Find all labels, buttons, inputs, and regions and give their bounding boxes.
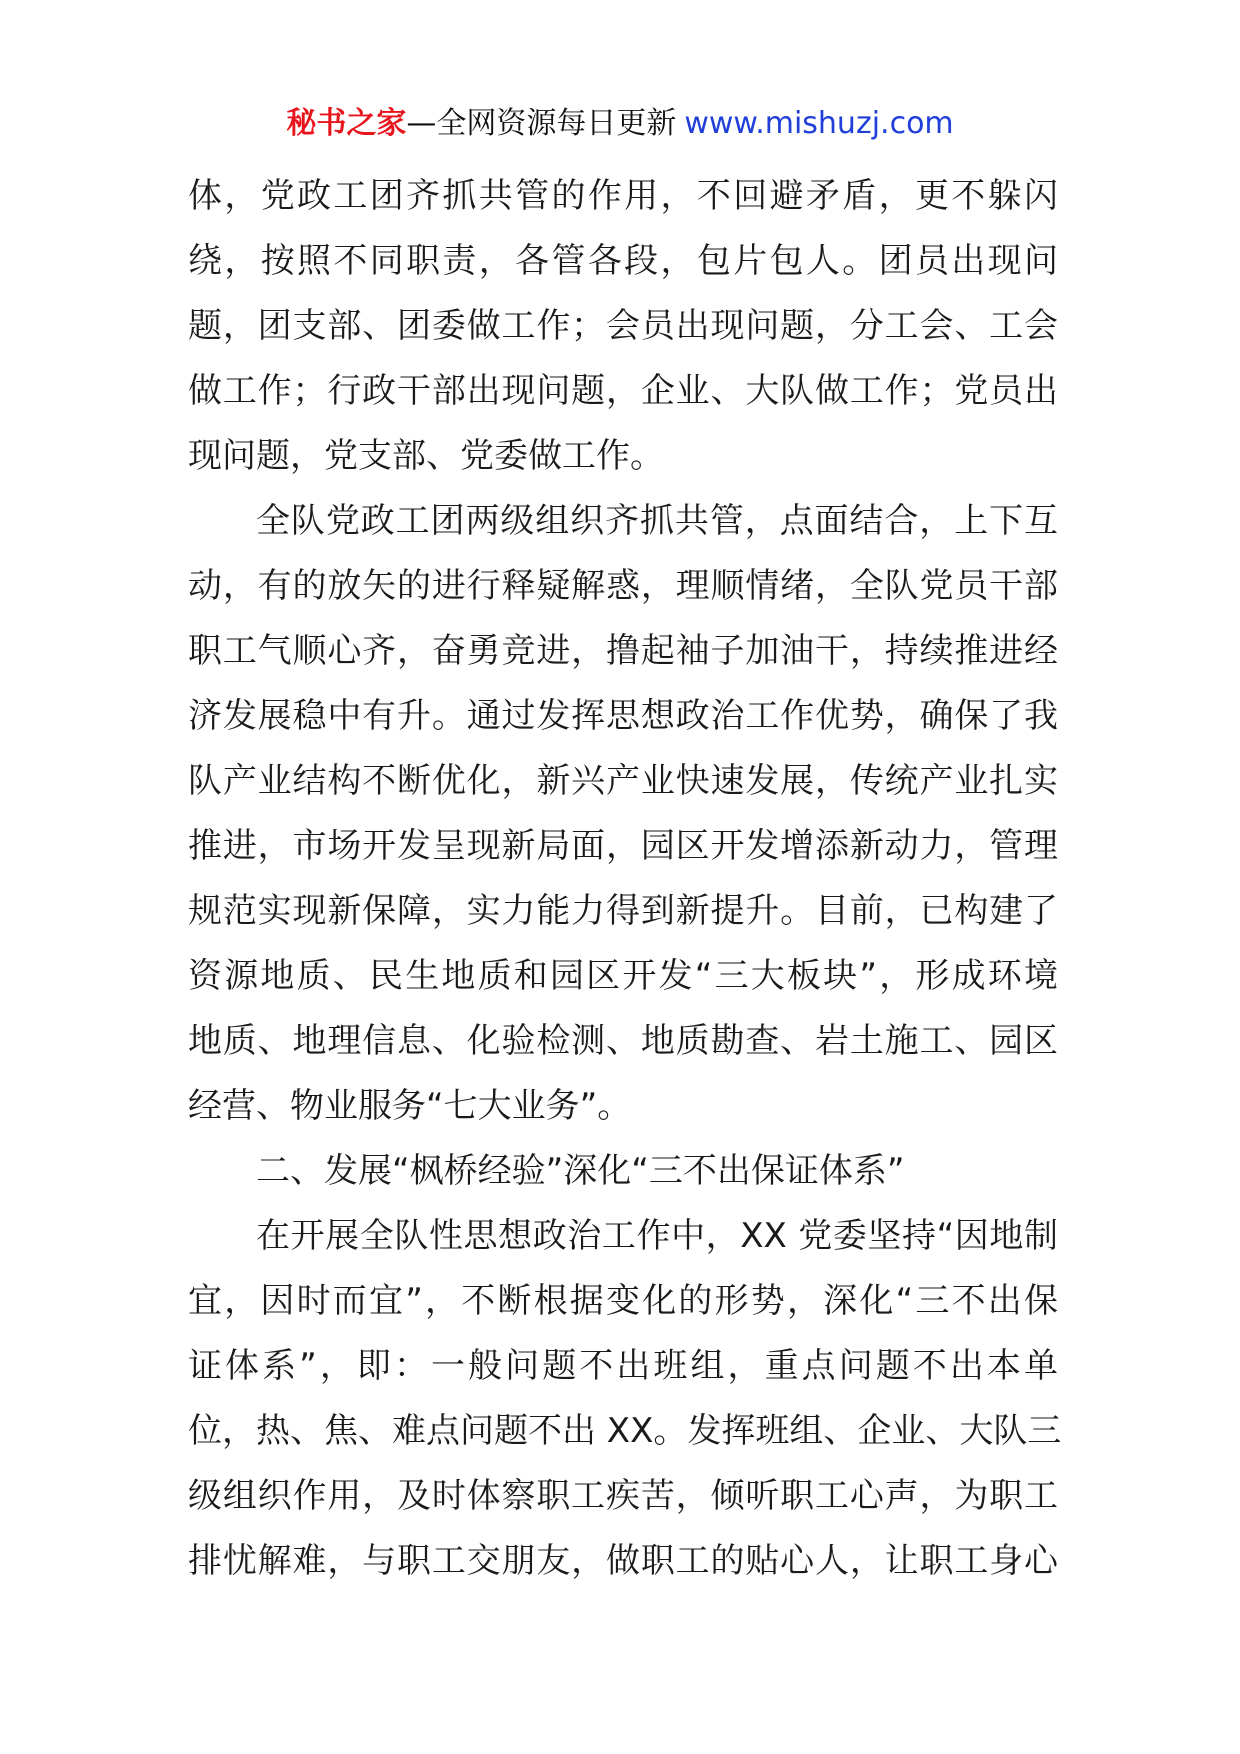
body-line: 职工气顺心齐，奋勇竞进，撸起袖子加油干，持续推进经: [188, 631, 1058, 671]
body-line: 在开展全队性思想政治工作中，XX 党委坚持“因地制: [256, 1216, 1058, 1256]
body-line: 宜，因时而宜”，不断根据变化的形势，深化“三不出保: [188, 1281, 1058, 1321]
body-line: 级组织作用，及时体察职工疾苦，倾听职工心声，为职工: [188, 1476, 1058, 1516]
body-line: 做工作；行政干部出现问题，企业、大队做工作；党员出: [188, 371, 1058, 411]
body-line: 证体系”，即：一般问题不出班组，重点问题不出本单: [188, 1346, 1058, 1386]
body-line: 经营、物业服务“七大业务”。: [188, 1086, 632, 1126]
document-header: [0, 100, 1240, 148]
body-line: 排忧解难，与职工交朋友，做职工的贴心人，让职工身心: [188, 1541, 1058, 1581]
body-line: 绕，按照不同职责，各管各段，包片包人。团员出现问: [188, 241, 1058, 281]
body-line: 现问题，党支部、党委做工作。: [188, 436, 664, 476]
body-line: 队产业结构不断优化，新兴产业快速发展，传统产业扎实: [188, 761, 1058, 801]
header-tagline: —全网资源每日更新: [406, 106, 677, 141]
body-line: 推进，市场开发呈现新局面，园区开发增添新动力，管理: [188, 826, 1058, 866]
body-line: 全队党政工团两级组织齐抓共管，点面结合，上下互: [256, 501, 1058, 541]
body-line: 济发展稳中有升。通过发挥思想政治工作优势，确保了我: [188, 696, 1058, 736]
header-brand: 秘书之家: [286, 106, 407, 141]
header-url[interactable]: www.mishuzj.com: [684, 106, 954, 141]
body-line: 题，团支部、团委做工作；会员出现问题，分工会、工会: [188, 306, 1058, 346]
body-line: 地质、地理信息、化验检测、地质勘查、岩土施工、园区: [188, 1021, 1058, 1061]
section-heading: 二、发展“枫桥经验”深化“三不出保证体系”: [256, 1151, 905, 1191]
body-line: 资源地质、民生地质和园区开发“三大板块”，形成环境: [188, 956, 1058, 996]
body-line: 动，有的放矢的进行释疑解惑，理顺情绪，全队党员干部: [188, 566, 1058, 606]
body-line: 位，热、焦、难点问题不出 XX。发挥班组、企业、大队三: [188, 1411, 1062, 1451]
document-body: [188, 164, 1062, 1594]
body-line: 规范实现新保障，实力能力得到新提升。目前，已构建了: [188, 891, 1058, 931]
body-line: 体，党政工团齐抓共管的作用，不回避矛盾，更不躲闪: [188, 176, 1058, 216]
